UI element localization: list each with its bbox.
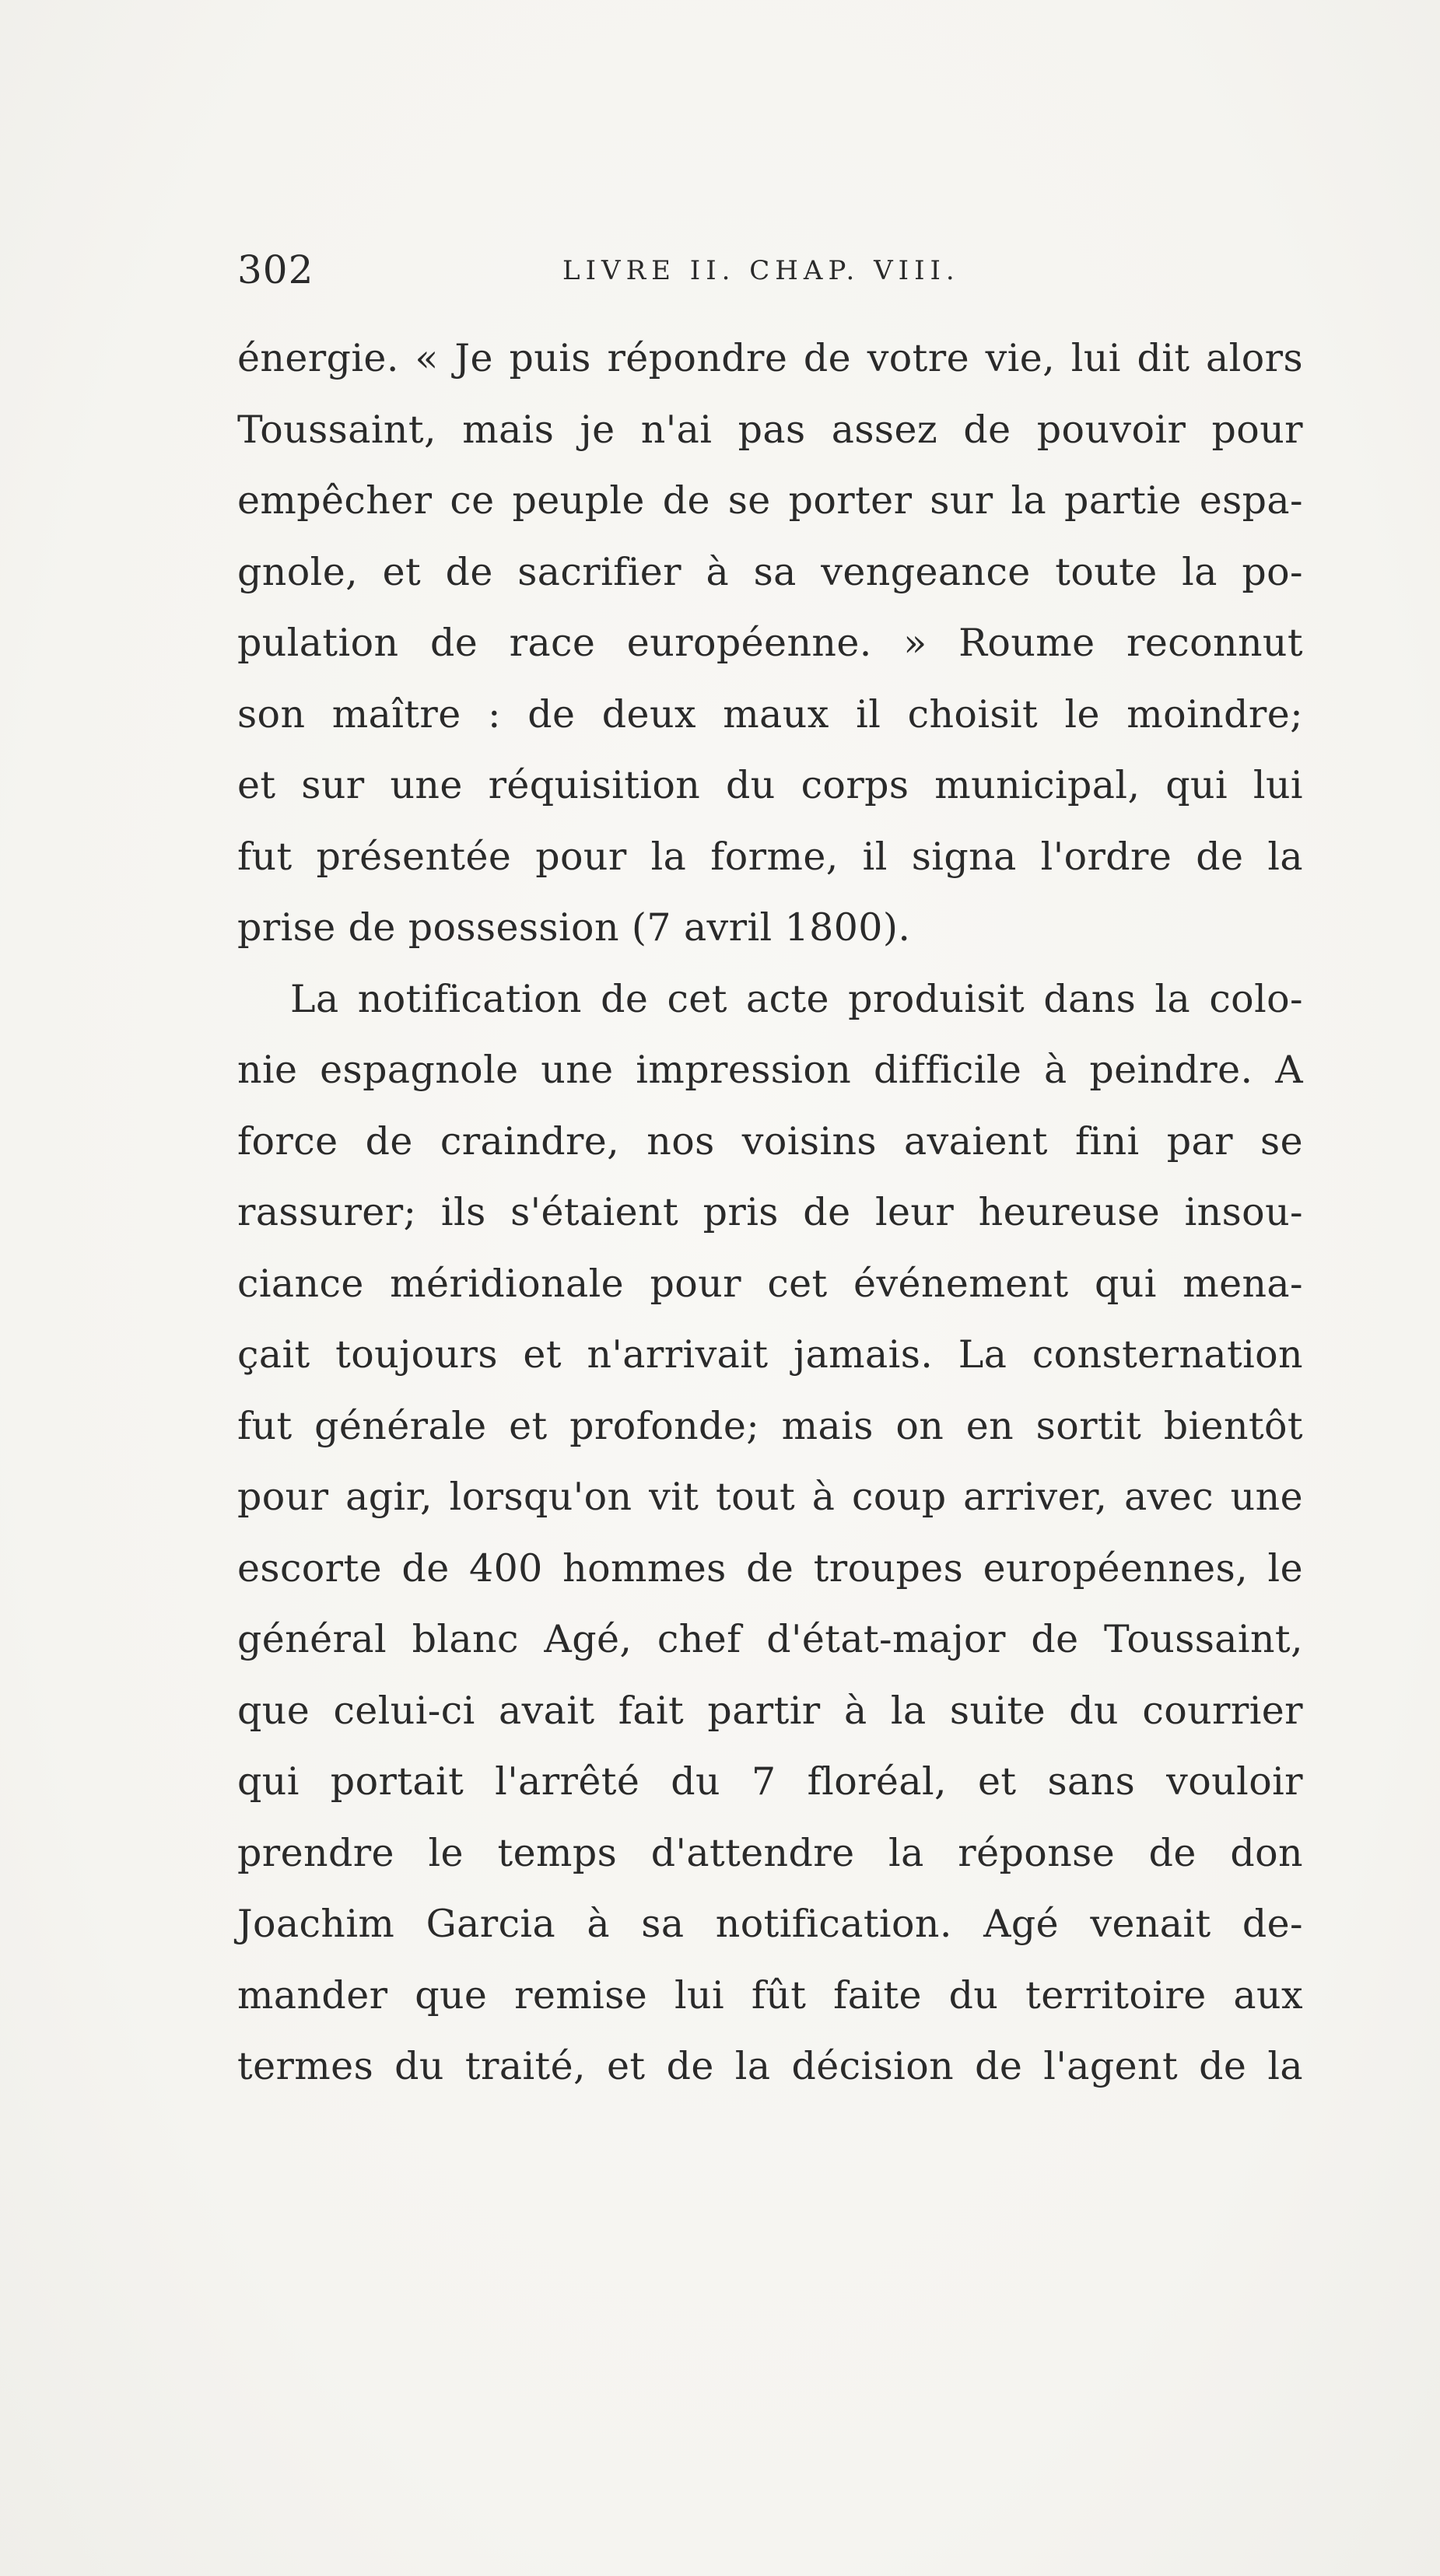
text-line: force de craindre, nos voisins avaient fini par se bbox=[237, 1118, 1303, 1164]
text-line: mander que remise lui fût faite du territoire aux bbox=[237, 1972, 1303, 2018]
text-line: pour agir, lorsqu'on vit tout à coup arriver, avec une bbox=[237, 1475, 1303, 1519]
page-header bbox=[237, 247, 1303, 294]
text-line: rassurer; ils s'étaient pris de leur heureuse insou- bbox=[237, 1190, 1303, 1234]
text-line: çait toujours et n'arrivait jamais. La consternation bbox=[237, 1332, 1303, 1377]
running-head: LIVRE II. CHAP. VIII. bbox=[562, 255, 960, 286]
text-line: et sur une réquisition du corps municipal, qui lui bbox=[237, 763, 1303, 807]
paragraph-start-line: La notification de cet acte produisit dans la colo- bbox=[290, 976, 1303, 1021]
text-line: pulation de race européenne. » Roume reconnut bbox=[237, 621, 1303, 665]
text-line: qui portait l'arrêté du 7 floréal, et sans vouloir bbox=[237, 1759, 1303, 1804]
body-text bbox=[237, 323, 1303, 2102]
text-line: ciance méridionale pour cet événement qui mena- bbox=[237, 1261, 1303, 1306]
text-line: fut générale et profonde; mais on en sortit bientôt bbox=[237, 1403, 1303, 1448]
page-number: 302 bbox=[237, 247, 314, 292]
text-line: empêcher ce peuple de se porter sur la partie espa- bbox=[237, 478, 1303, 523]
paragraph-end-line: prise de possession (7 avril 1800). bbox=[237, 905, 911, 950]
text-line: énergie. « Je puis répondre de votre vie, lui dit alors bbox=[237, 336, 1303, 380]
text-line: nie espagnole une impression difficile à peindre. A bbox=[237, 1048, 1303, 1092]
text-line: général blanc Agé, chef d'état-major de Toussaint, bbox=[237, 1617, 1303, 1661]
text-line: gnole, et de sacrifier à sa vengeance toute la po- bbox=[237, 549, 1303, 594]
text-line: son maître : de deux maux il choisit le moindre; bbox=[237, 691, 1303, 737]
text-line: Toussaint, mais je n'ai pas assez de pouvoir pour bbox=[237, 407, 1303, 452]
text-line: que celui-ci avait fait partir à la suite du courrier bbox=[237, 1688, 1303, 1733]
text-line: fut présentée pour la forme, il signa l'ordre de la bbox=[237, 834, 1303, 879]
text-line: Joachim Garcia à sa notification. Agé venait de- bbox=[237, 1902, 1303, 1946]
text-line: escorte de 400 hommes de troupes européennes, le bbox=[237, 1545, 1303, 1591]
text-line: prendre le temps d'attendre la réponse de don bbox=[237, 1830, 1303, 1875]
text-line: termes du traité, et de la décision de l'agent de la bbox=[237, 2044, 1303, 2088]
